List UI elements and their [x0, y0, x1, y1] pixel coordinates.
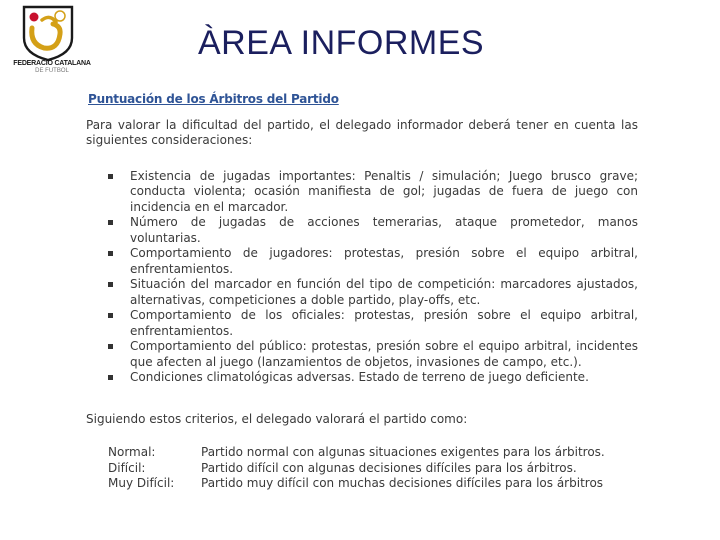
- bullet-icon: [108, 375, 113, 380]
- section-heading: Puntuación de los Árbitros del Partido: [88, 92, 339, 106]
- criteria-list: [86, 169, 638, 386]
- list-item: [130, 339, 638, 370]
- bullet-icon: [108, 282, 113, 287]
- bullet-icon: [108, 344, 113, 349]
- list-item-text: Comportamiento del público: protestas, presión sobre el equipo arbitral, incidentes que afecten al juego (lanzamientos de objetos, invasiones de campo, etc.).: [130, 339, 638, 369]
- level-description: Partido muy difícil con muchas decisiones difíciles para los árbitros: [201, 476, 604, 490]
- list-item-text: Número de jugadas de acciones temerarias, ataque prometedor, manos voluntarias.: [130, 215, 638, 245]
- list-item: [130, 277, 638, 308]
- level-row-muy-dificil: [108, 476, 638, 492]
- bullet-icon: [108, 313, 113, 318]
- list-item-text: Condiciones climatológicas adversas. Estado de terreno de juego deficiente.: [130, 370, 589, 384]
- list-item: [130, 308, 638, 339]
- list-item: [130, 246, 638, 277]
- level-description: Partido normal con algunas situaciones exigentes para los árbitros.: [201, 445, 605, 459]
- list-item: [130, 169, 638, 216]
- list-item-text: Comportamiento de jugadores: protestas, presión sobre el equipo arbitral, enfrentamientos.: [130, 246, 638, 276]
- logo-subtext: DE FUTBOL: [35, 68, 69, 74]
- closing-paragraph: Siguiendo estos criterios, el delegado valorará el partido como:: [86, 411, 468, 426]
- list-item: [130, 215, 638, 246]
- level-row-normal: [108, 445, 638, 461]
- difficulty-levels: [108, 445, 638, 492]
- level-name: Muy Difícil:: [108, 476, 175, 490]
- list-item-text: Comportamiento de los oficiales: protestas, presión sobre el equipo arbitral, enfrentamientos.: [130, 308, 638, 338]
- level-name: Normal:: [108, 445, 156, 459]
- logo-text: FEDERACIÓ CATALANA: [13, 60, 91, 67]
- federation-logo: [10, 4, 90, 76]
- bullet-icon: [108, 251, 113, 256]
- list-item-text: Existencia de jugadas importantes: Penaltis / simulación; Juego brusco grave; conducta violenta; ocasión manifiesta de gol; jugadas de fuera de juego con incidencia en el marcador.: [130, 168, 638, 214]
- level-description: Partido difícil con algunas decisiones difíciles para los árbitros.: [201, 460, 577, 475]
- intro-paragraph: Para valorar la dificultad del partido, el delegado informador deberá tener en cuenta las siguientes consideraciones:: [86, 117, 638, 147]
- level-row-dificil: [108, 461, 638, 477]
- page-title: ÀREA INFORMES: [198, 24, 485, 62]
- list-item-text: Situación del marcador en función del tipo de competición: marcadores ajustados, alternativas, competiciones a doble partido, play-offs, etc.: [130, 277, 638, 307]
- list-item: [130, 370, 638, 386]
- federation-shield-icon: [20, 4, 76, 62]
- bullet-icon: [108, 220, 113, 225]
- bullet-icon: [108, 174, 113, 179]
- document-body: [86, 92, 638, 492]
- level-name: Difícil:: [108, 460, 146, 475]
